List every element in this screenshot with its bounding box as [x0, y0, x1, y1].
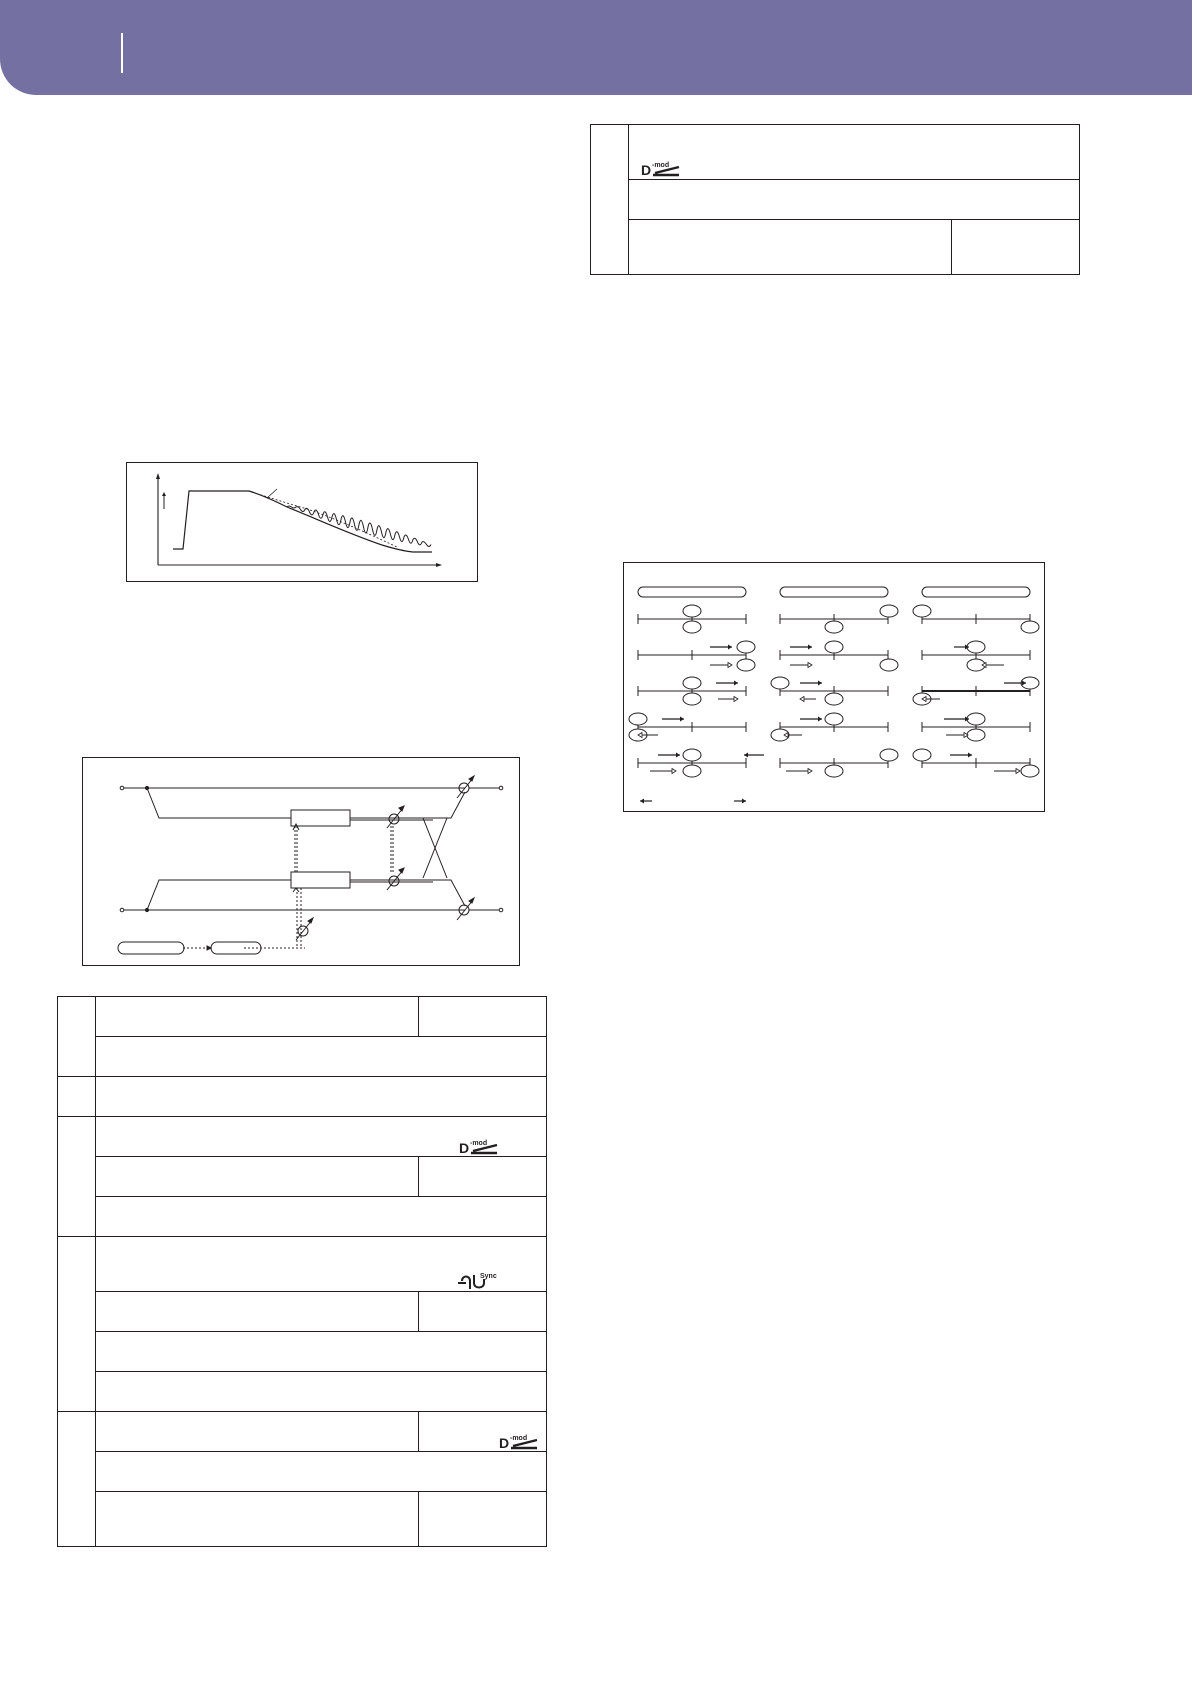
param-row	[96, 997, 419, 1037]
position-marker	[683, 621, 701, 633]
arrow-head	[808, 645, 812, 650]
x-axis-arrow	[436, 563, 442, 567]
position-marker	[629, 713, 647, 725]
position-marker	[967, 729, 985, 741]
svg-text:-mod: -mod	[510, 1435, 528, 1442]
param-row	[96, 1077, 547, 1117]
svg-text:Sync: Sync	[480, 1273, 497, 1280]
position-marker	[683, 605, 701, 617]
param-value-cell	[419, 1157, 547, 1197]
param-row	[629, 180, 1080, 220]
position-marker	[683, 749, 701, 761]
svg-text:D: D	[459, 1140, 470, 1155]
param-value-cell	[419, 1492, 547, 1547]
arrow-head	[1016, 769, 1020, 774]
arrow-head	[734, 697, 738, 702]
position-marker	[737, 659, 755, 671]
position-marker	[825, 693, 843, 705]
position-marker	[913, 605, 931, 617]
svg-text:-mod: -mod	[470, 1140, 488, 1147]
arrow-head	[968, 753, 972, 758]
output-l-node	[499, 786, 503, 790]
position-marker	[737, 641, 755, 653]
column-header-pill	[638, 587, 746, 597]
param-row	[96, 1117, 547, 1157]
position-marker	[1021, 621, 1039, 633]
arrow-head	[744, 753, 748, 758]
position-marker	[683, 677, 701, 689]
arrow-head	[808, 663, 812, 668]
param-id-cell	[58, 997, 96, 1077]
input-l-node	[120, 786, 124, 790]
position-marker	[967, 641, 985, 653]
header-divider	[121, 33, 123, 73]
param-row	[96, 1157, 419, 1197]
column-header-pill	[922, 587, 1030, 597]
arrow-head	[728, 645, 732, 650]
position-marker	[825, 621, 843, 633]
position-marker	[825, 713, 843, 725]
arrow-head	[818, 681, 822, 686]
position-marker	[825, 765, 843, 777]
param-row	[96, 1197, 547, 1237]
param-id-cell	[58, 1412, 96, 1547]
arrow-head	[742, 799, 746, 804]
svg-text:D: D	[641, 162, 652, 177]
param-value-cell	[952, 220, 1080, 275]
input-r-node	[120, 908, 124, 912]
sync-icon	[458, 1271, 498, 1291]
param-id-cell	[58, 1237, 96, 1412]
param-table-right	[590, 124, 1080, 275]
param-row	[96, 1237, 547, 1292]
lfo-box	[118, 942, 184, 954]
arrow-head	[734, 681, 738, 686]
param-id-cell	[58, 1117, 96, 1237]
column-header-pill	[780, 587, 888, 597]
envelope-svg	[127, 463, 479, 583]
position-marker	[683, 765, 701, 777]
oscillation-line	[287, 506, 431, 546]
param-value-cell	[419, 1292, 547, 1332]
position-marker	[967, 713, 985, 725]
dmod-icon	[641, 161, 683, 177]
page-header	[0, 0, 1192, 95]
param-row	[629, 125, 1080, 180]
envelope-line	[173, 491, 432, 552]
arrow-head	[818, 717, 822, 722]
effect-block-top	[291, 810, 350, 826]
y-axis-arrow	[156, 473, 160, 479]
param-row	[96, 1332, 547, 1372]
arrow-head	[800, 697, 804, 702]
dmod-icon	[459, 1139, 501, 1155]
svg-text:D: D	[499, 1435, 510, 1450]
position-marker	[825, 641, 843, 653]
envelope-graph	[126, 462, 478, 582]
position-marker	[683, 693, 701, 705]
param-row	[96, 1452, 547, 1492]
dmod-icon	[499, 1434, 541, 1450]
param-table-left	[57, 996, 547, 1547]
effect-block-bottom	[291, 872, 350, 888]
position-marker	[913, 749, 931, 761]
arrow-head	[672, 769, 676, 774]
param-value-cell	[419, 1412, 547, 1452]
param-id-cell	[58, 1077, 96, 1117]
param-value-cell	[419, 997, 547, 1037]
position-marker	[1021, 765, 1039, 777]
block-diagram-svg	[83, 758, 521, 967]
param-id-cell	[591, 125, 629, 275]
position-chart-svg	[624, 563, 1046, 813]
arrow-head	[676, 753, 680, 758]
position-marker	[880, 605, 898, 617]
position-marker	[880, 749, 898, 761]
arrow-head	[680, 717, 684, 722]
param-row	[96, 1037, 547, 1077]
arrow-head	[640, 799, 644, 804]
svg-text:-mod: -mod	[652, 162, 670, 169]
output-r-node	[499, 908, 503, 912]
param-row	[96, 1412, 419, 1452]
arrow-head	[808, 769, 812, 774]
arrow-head	[728, 663, 732, 668]
position-marker	[880, 659, 898, 671]
position-marker	[771, 677, 789, 689]
param-row	[629, 220, 952, 275]
param-row	[96, 1492, 419, 1547]
block-diagram	[82, 757, 520, 966]
param-row	[96, 1372, 547, 1412]
param-row	[96, 1292, 419, 1332]
position-chart	[623, 562, 1045, 812]
